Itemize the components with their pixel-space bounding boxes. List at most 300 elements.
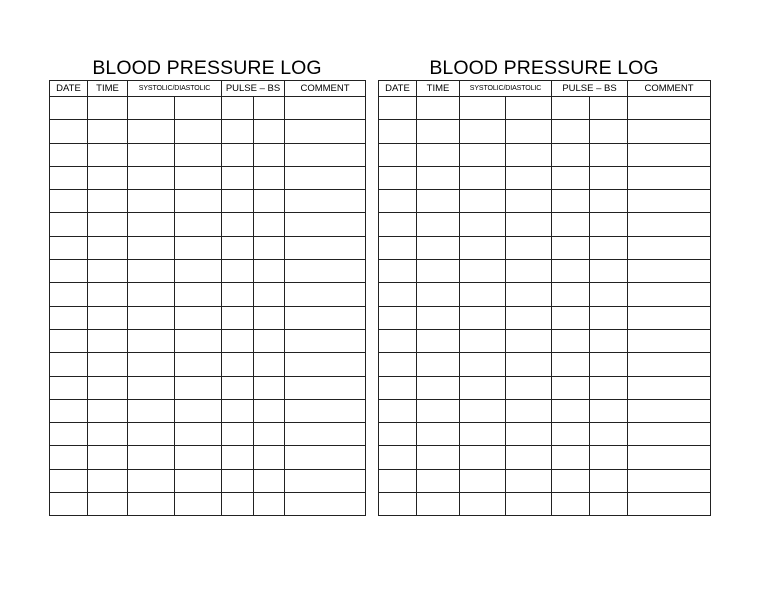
comment-cell	[285, 120, 366, 143]
date-cell	[50, 329, 88, 352]
date-cell	[50, 283, 88, 306]
table-row	[50, 97, 366, 120]
time-cell	[417, 236, 460, 259]
pulse-cell	[552, 423, 590, 446]
diastolic-cell	[175, 213, 222, 236]
comment-cell	[628, 469, 711, 492]
bs-cell	[590, 190, 628, 213]
bs-cell	[590, 120, 628, 143]
table-row	[50, 283, 366, 306]
bs-cell	[254, 399, 285, 422]
comment-cell	[285, 306, 366, 329]
comment-cell	[628, 376, 711, 399]
systolic-cell	[460, 376, 506, 399]
systolic-cell	[128, 213, 175, 236]
comment-cell	[285, 166, 366, 189]
bs-cell	[254, 236, 285, 259]
diastolic-cell	[506, 166, 552, 189]
systolic-cell	[128, 190, 175, 213]
date-cell	[50, 143, 88, 166]
date-cell	[50, 446, 88, 469]
comment-cell	[628, 306, 711, 329]
diastolic-cell	[175, 143, 222, 166]
table-row	[50, 446, 366, 469]
date-cell	[379, 260, 417, 283]
pulse-cell	[552, 166, 590, 189]
bs-cell	[590, 493, 628, 516]
date-cell	[379, 306, 417, 329]
time-cell	[88, 143, 128, 166]
diastolic-cell	[506, 376, 552, 399]
table-row	[50, 190, 366, 213]
systolic-cell	[128, 376, 175, 399]
diastolic-cell	[506, 143, 552, 166]
pulse-cell	[222, 469, 254, 492]
blood-pressure-log-left	[49, 56, 365, 516]
date-cell	[50, 236, 88, 259]
date-cell	[50, 423, 88, 446]
date-cell	[50, 166, 88, 189]
comment-cell	[628, 166, 711, 189]
table-row	[379, 399, 711, 422]
table-row	[379, 306, 711, 329]
bs-cell	[590, 166, 628, 189]
bs-cell	[254, 493, 285, 516]
systolic-cell	[128, 236, 175, 259]
table-row	[379, 143, 711, 166]
table-row	[379, 469, 711, 492]
pulse-cell	[552, 469, 590, 492]
diastolic-cell	[175, 493, 222, 516]
date-cell	[379, 190, 417, 213]
diastolic-cell	[506, 306, 552, 329]
comment-cell	[628, 190, 711, 213]
date-cell	[379, 143, 417, 166]
diastolic-cell	[506, 329, 552, 352]
systolic-cell	[460, 283, 506, 306]
diastolic-cell	[175, 236, 222, 259]
diastolic-cell	[506, 97, 552, 120]
systolic-cell	[460, 97, 506, 120]
diastolic-cell	[506, 236, 552, 259]
pulse-cell	[552, 213, 590, 236]
bs-cell	[590, 213, 628, 236]
systolic-cell	[460, 446, 506, 469]
pulse-cell	[222, 423, 254, 446]
bs-cell	[590, 446, 628, 469]
time-cell	[417, 166, 460, 189]
pulse-cell	[552, 376, 590, 399]
pulse-cell	[222, 353, 254, 376]
time-cell	[88, 446, 128, 469]
systolic-cell	[460, 423, 506, 446]
table-row	[379, 190, 711, 213]
date-cell	[379, 97, 417, 120]
time-cell	[88, 120, 128, 143]
systolic-diastolic-column-header: SYSTOLIC/DIASTOLIC	[460, 81, 552, 97]
systolic-cell	[128, 283, 175, 306]
comment-cell	[628, 143, 711, 166]
bs-cell	[254, 213, 285, 236]
pulse-cell	[552, 260, 590, 283]
table-row	[379, 329, 711, 352]
bs-cell	[590, 143, 628, 166]
systolic-cell	[460, 143, 506, 166]
pulse-cell	[552, 283, 590, 306]
diastolic-cell	[506, 446, 552, 469]
date-cell	[379, 329, 417, 352]
systolic-cell	[460, 260, 506, 283]
systolic-cell	[128, 423, 175, 446]
comment-cell	[628, 329, 711, 352]
bs-cell	[254, 469, 285, 492]
time-cell	[417, 306, 460, 329]
pulse-cell	[222, 376, 254, 399]
bs-cell	[590, 399, 628, 422]
table-row	[50, 236, 366, 259]
pulse-cell	[552, 329, 590, 352]
bs-cell	[590, 329, 628, 352]
table-row	[379, 423, 711, 446]
diastolic-cell	[506, 190, 552, 213]
systolic-cell	[128, 97, 175, 120]
time-cell	[417, 143, 460, 166]
bs-cell	[590, 353, 628, 376]
pulse-cell	[222, 120, 254, 143]
table-row	[379, 493, 711, 516]
time-cell	[417, 329, 460, 352]
comment-cell	[285, 376, 366, 399]
systolic-cell	[460, 329, 506, 352]
comment-column-header: COMMENT	[285, 81, 366, 97]
comment-cell	[285, 469, 366, 492]
date-cell	[379, 283, 417, 306]
table-row	[50, 493, 366, 516]
date-cell	[379, 236, 417, 259]
time-cell	[417, 399, 460, 422]
time-cell	[417, 283, 460, 306]
diastolic-cell	[175, 97, 222, 120]
time-cell	[417, 376, 460, 399]
pulse-cell	[222, 493, 254, 516]
time-cell	[88, 469, 128, 492]
bs-cell	[254, 306, 285, 329]
bs-cell	[254, 376, 285, 399]
date-column-header: DATE	[379, 81, 417, 97]
systolic-cell	[460, 190, 506, 213]
date-cell	[379, 353, 417, 376]
date-cell	[379, 493, 417, 516]
pulse-cell	[552, 399, 590, 422]
time-cell	[417, 120, 460, 143]
log-title: BLOOD PRESSURE LOG	[92, 57, 322, 79]
date-cell	[50, 190, 88, 213]
pulse-cell	[222, 166, 254, 189]
time-cell	[417, 469, 460, 492]
time-cell	[88, 166, 128, 189]
time-cell	[88, 376, 128, 399]
table-row	[50, 353, 366, 376]
diastolic-cell	[175, 190, 222, 213]
date-cell	[50, 120, 88, 143]
bs-cell	[590, 97, 628, 120]
diastolic-cell	[506, 213, 552, 236]
systolic-cell	[128, 353, 175, 376]
systolic-cell	[128, 260, 175, 283]
comment-cell	[628, 213, 711, 236]
diastolic-cell	[506, 353, 552, 376]
systolic-cell	[128, 143, 175, 166]
comment-cell	[285, 423, 366, 446]
systolic-cell	[128, 166, 175, 189]
time-cell	[417, 213, 460, 236]
table-row	[50, 120, 366, 143]
header-row	[379, 81, 711, 97]
pulse-cell	[222, 190, 254, 213]
pulse-cell	[552, 97, 590, 120]
pulse-cell	[222, 329, 254, 352]
time-cell	[88, 493, 128, 516]
bs-cell	[254, 423, 285, 446]
systolic-cell	[460, 399, 506, 422]
table-row	[50, 306, 366, 329]
table-row	[50, 260, 366, 283]
systolic-cell	[460, 236, 506, 259]
blood-pressure-log-right	[378, 56, 710, 516]
systolic-cell	[128, 469, 175, 492]
table-row	[50, 376, 366, 399]
date-cell	[379, 213, 417, 236]
diastolic-cell	[175, 423, 222, 446]
pulse-cell	[222, 306, 254, 329]
pulse-cell	[552, 190, 590, 213]
date-cell	[50, 97, 88, 120]
date-cell	[379, 399, 417, 422]
systolic-cell	[128, 493, 175, 516]
table-row	[379, 446, 711, 469]
diastolic-cell	[506, 469, 552, 492]
date-cell	[379, 120, 417, 143]
table-row	[50, 213, 366, 236]
date-cell	[50, 213, 88, 236]
bs-cell	[590, 283, 628, 306]
time-cell	[417, 423, 460, 446]
comment-cell	[628, 120, 711, 143]
log-body	[50, 97, 366, 516]
bs-cell	[590, 260, 628, 283]
time-cell	[88, 260, 128, 283]
bs-cell	[254, 190, 285, 213]
pulse-cell	[552, 493, 590, 516]
comment-cell	[285, 97, 366, 120]
time-cell	[88, 329, 128, 352]
diastolic-cell	[175, 329, 222, 352]
diastolic-cell	[506, 493, 552, 516]
diastolic-cell	[175, 376, 222, 399]
diastolic-cell	[506, 260, 552, 283]
diastolic-cell	[175, 166, 222, 189]
comment-cell	[628, 493, 711, 516]
diastolic-cell	[506, 120, 552, 143]
log-table	[49, 80, 366, 516]
date-cell	[50, 306, 88, 329]
pulse-cell	[222, 143, 254, 166]
table-row	[379, 236, 711, 259]
time-cell	[88, 399, 128, 422]
pulse-cell	[552, 306, 590, 329]
comment-cell	[285, 213, 366, 236]
time-column-header: TIME	[88, 81, 128, 97]
pulse-cell	[552, 353, 590, 376]
comment-cell	[285, 329, 366, 352]
pulse-cell	[222, 399, 254, 422]
diastolic-cell	[175, 283, 222, 306]
comment-cell	[285, 236, 366, 259]
systolic-cell	[128, 329, 175, 352]
comment-cell	[285, 493, 366, 516]
date-cell	[379, 166, 417, 189]
pulse-cell	[552, 236, 590, 259]
bs-cell	[254, 283, 285, 306]
date-cell	[50, 260, 88, 283]
systolic-cell	[128, 399, 175, 422]
time-cell	[88, 97, 128, 120]
date-cell	[379, 376, 417, 399]
comment-cell	[285, 283, 366, 306]
bs-cell	[254, 260, 285, 283]
time-cell	[88, 306, 128, 329]
table-row	[379, 213, 711, 236]
table-row	[379, 260, 711, 283]
systolic-diastolic-column-header: SYSTOLIC/DIASTOLIC	[128, 81, 222, 97]
systolic-cell	[460, 306, 506, 329]
pulse-cell	[552, 143, 590, 166]
time-cell	[417, 353, 460, 376]
log-title: BLOOD PRESSURE LOG	[429, 57, 659, 79]
systolic-cell	[128, 306, 175, 329]
diastolic-cell	[175, 260, 222, 283]
time-cell	[88, 190, 128, 213]
time-cell	[417, 97, 460, 120]
date-cell	[50, 399, 88, 422]
date-cell	[379, 423, 417, 446]
systolic-cell	[460, 120, 506, 143]
bs-cell	[254, 120, 285, 143]
date-cell	[50, 353, 88, 376]
table-row	[379, 120, 711, 143]
table-row	[379, 283, 711, 306]
comment-cell	[628, 399, 711, 422]
log-table	[378, 80, 711, 516]
time-cell	[88, 213, 128, 236]
diastolic-cell	[175, 306, 222, 329]
diastolic-cell	[175, 446, 222, 469]
diastolic-cell	[175, 469, 222, 492]
bs-cell	[590, 376, 628, 399]
pulse-cell	[222, 260, 254, 283]
pulse-cell	[552, 446, 590, 469]
systolic-cell	[128, 446, 175, 469]
bs-cell	[590, 469, 628, 492]
comment-cell	[628, 446, 711, 469]
table-row	[379, 376, 711, 399]
time-cell	[88, 423, 128, 446]
comment-cell	[285, 260, 366, 283]
table-row	[50, 469, 366, 492]
table-row	[379, 353, 711, 376]
time-cell	[417, 446, 460, 469]
table-row	[50, 399, 366, 422]
table-row	[50, 143, 366, 166]
bs-cell	[254, 353, 285, 376]
bs-cell	[590, 423, 628, 446]
bs-cell	[254, 166, 285, 189]
table-row	[379, 166, 711, 189]
systolic-cell	[460, 469, 506, 492]
comment-column-header: COMMENT	[628, 81, 711, 97]
time-cell	[88, 353, 128, 376]
systolic-cell	[128, 120, 175, 143]
date-cell	[50, 469, 88, 492]
pulse-cell	[222, 283, 254, 306]
log-body	[379, 97, 711, 516]
table-row	[50, 166, 366, 189]
date-cell	[50, 376, 88, 399]
systolic-cell	[460, 166, 506, 189]
bs-cell	[590, 306, 628, 329]
pulse-bs-column-header: PULSE – BS	[552, 81, 628, 97]
diastolic-cell	[506, 283, 552, 306]
comment-cell	[285, 143, 366, 166]
bs-cell	[590, 236, 628, 259]
table-row	[379, 97, 711, 120]
pulse-cell	[222, 236, 254, 259]
table-row	[50, 329, 366, 352]
bs-cell	[254, 446, 285, 469]
systolic-cell	[460, 213, 506, 236]
comment-cell	[285, 399, 366, 422]
pulse-bs-column-header: PULSE – BS	[222, 81, 285, 97]
pulse-cell	[222, 213, 254, 236]
time-cell	[88, 236, 128, 259]
comment-cell	[628, 423, 711, 446]
bs-cell	[254, 329, 285, 352]
comment-cell	[628, 97, 711, 120]
pulse-cell	[222, 97, 254, 120]
time-cell	[417, 493, 460, 516]
comment-cell	[285, 446, 366, 469]
date-column-header: DATE	[50, 81, 88, 97]
time-column-header: TIME	[417, 81, 460, 97]
date-cell	[379, 446, 417, 469]
date-cell	[50, 493, 88, 516]
comment-cell	[628, 260, 711, 283]
comment-cell	[285, 190, 366, 213]
diastolic-cell	[506, 399, 552, 422]
comment-cell	[628, 283, 711, 306]
pulse-cell	[222, 446, 254, 469]
systolic-cell	[460, 493, 506, 516]
diastolic-cell	[175, 353, 222, 376]
diastolic-cell	[175, 120, 222, 143]
bs-cell	[254, 143, 285, 166]
table-row	[50, 423, 366, 446]
time-cell	[417, 190, 460, 213]
diastolic-cell	[175, 399, 222, 422]
comment-cell	[628, 353, 711, 376]
pulse-cell	[552, 120, 590, 143]
header-row	[50, 81, 366, 97]
